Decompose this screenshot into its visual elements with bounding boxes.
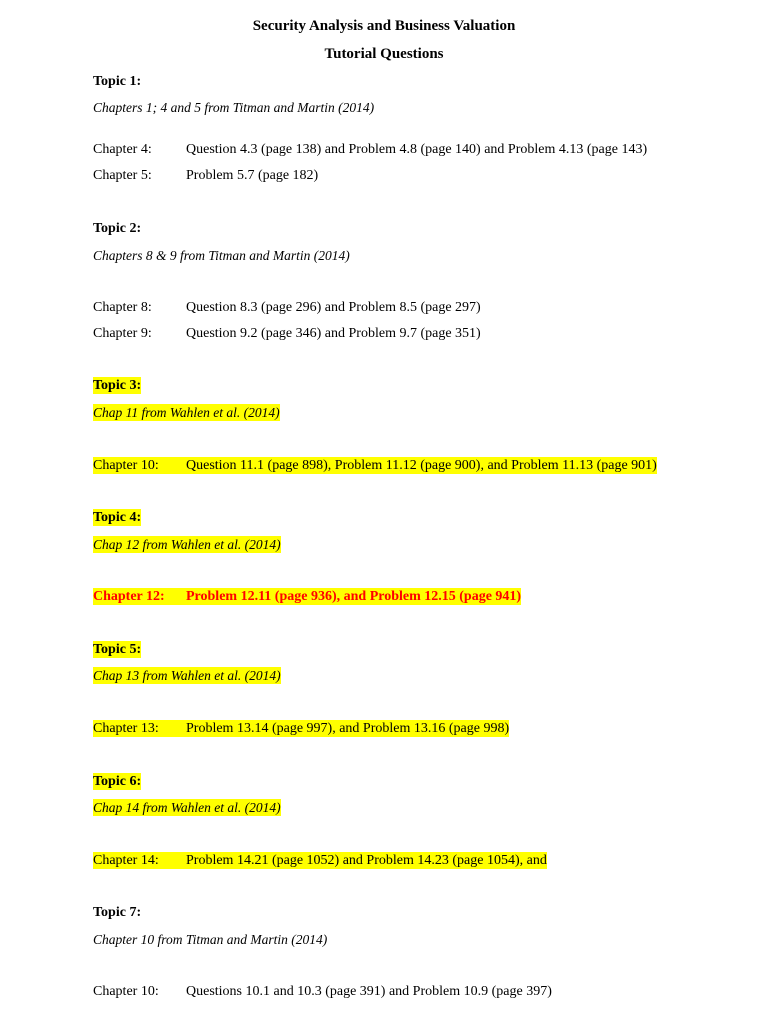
chapter-assignment: Question 11.1 (page 898), Problem 11.12 (page 900), and Problem 11.13 (page 901): [186, 458, 657, 473]
topic-2-chapter-row: [93, 325, 481, 342]
topic-6-source: Chap 14 from Wahlen et al. (2014): [93, 800, 281, 815]
chapter-assignment: Question 9.2 (page 346) and Problem 9.7 (page 351): [186, 326, 481, 341]
chapter-label: Chapter 10:: [93, 984, 159, 999]
topic-1-chapter-row: [93, 167, 318, 184]
chapter-label: Chapter 9:: [93, 326, 152, 341]
document-subtitle: Tutorial Questions: [324, 46, 444, 62]
chapter-label: Chapter 12:: [93, 589, 165, 604]
topic-2-heading: Topic 2:: [93, 221, 142, 236]
topic-3-source: Chap 11 from Wahlen et al. (2014): [93, 405, 280, 420]
topic-5-heading: Topic 5:: [93, 642, 142, 657]
topic-5-source: Chap 13 from Wahlen et al. (2014): [93, 668, 281, 683]
chapter-label: Chapter 13:: [93, 721, 159, 736]
chapter-label: Chapter 10:: [93, 458, 159, 473]
topic-2-chapter-row: [93, 299, 481, 316]
topic-1-source: Chapters 1; 4 and 5 from Titman and Martin (2014): [93, 100, 375, 115]
chapter-label: Chapter 8:: [93, 300, 152, 315]
topic-5-chapter-row: [93, 720, 509, 737]
topic-7-source: Chapter 10 from Titman and Martin (2014): [93, 932, 328, 947]
topic-7-heading: Topic 7:: [93, 905, 142, 920]
chapter-assignment: Question 8.3 (page 296) and Problem 8.5 (page 297): [186, 300, 481, 315]
chapter-assignment: Problem 13.14 (page 997), and Problem 13.16 (page 998): [186, 721, 510, 736]
chapter-assignment: Problem 14.21 (page 1052) and Problem 14.23 (page 1054), and: [186, 853, 547, 868]
topic-4-chapter-row: [93, 588, 521, 605]
chapter-assignment: Questions 10.1 and 10.3 (page 391) and Problem 10.9 (page 397): [186, 984, 552, 999]
chapter-assignment: Question 4.3 (page 138) and Problem 4.8 (page 140) and Problem 4.13 (page 143): [186, 142, 648, 157]
chapter-assignment: Problem 12.11 (page 936), and Problem 12.15 (page 941): [186, 589, 522, 604]
topic-1-chapter-row: [93, 141, 647, 158]
topic-6-chapter-row: [93, 852, 547, 869]
topic-7-chapter-row: [93, 983, 552, 1000]
topic-3-heading: Topic 3:: [93, 378, 142, 393]
chapter-assignment: Problem 5.7 (page 182): [186, 168, 319, 183]
chapter-label: Chapter 14:: [93, 853, 159, 868]
topic-6-heading: Topic 6:: [93, 774, 142, 789]
topic-1-heading: Topic 1:: [93, 74, 142, 89]
chapter-label: Chapter 4:: [93, 142, 152, 157]
chapter-label: Chapter 5:: [93, 168, 152, 183]
document-title: Security Analysis and Business Valuation: [252, 18, 516, 34]
topic-2-source: Chapters 8 & 9 from Titman and Martin (2014): [93, 248, 350, 263]
topic-4-heading: Topic 4:: [93, 510, 142, 525]
topic-4-source: Chap 12 from Wahlen et al. (2014): [93, 537, 281, 552]
topic-3-chapter-row: [93, 457, 657, 474]
